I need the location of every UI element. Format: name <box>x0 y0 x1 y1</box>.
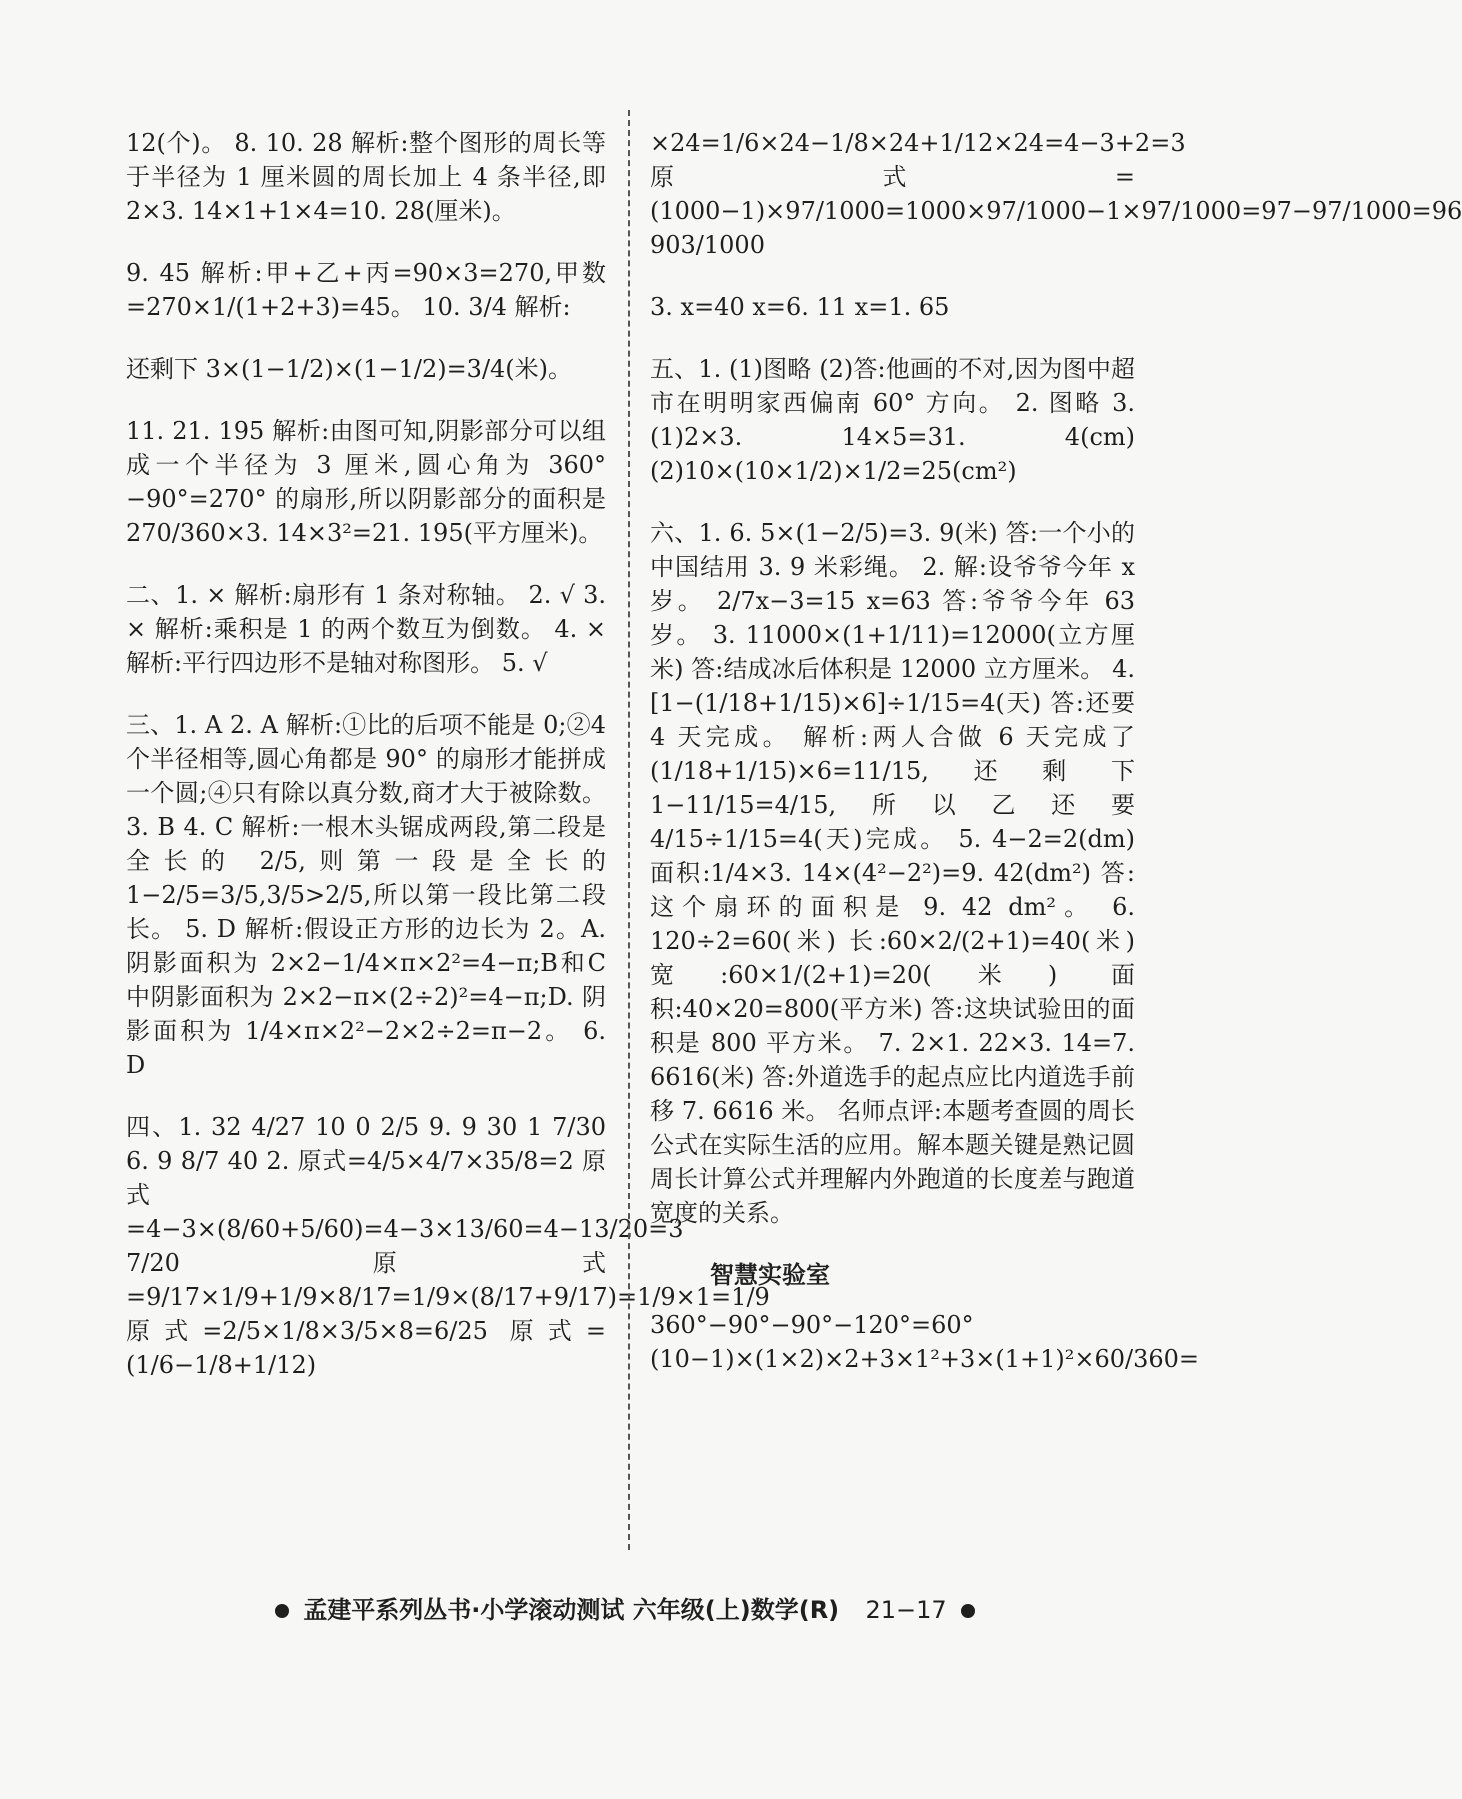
answer-block: 还剩下 3×(1−1/2)×(1−1/2)=3/4(米)。 <box>126 355 573 383</box>
answer-block: 六、1. 6. 5×(1−2/5)=3. 9(米) 答:一个小的中国结用 3. 9 米彩绳。 2. 解:设爷爷今年 x 岁。 2/7x−3=15 x=63 答:爷爷今年 63 岁。 3. 11000×(1+1/11)=12000(立方厘米) 答:结成冰后体积是 12000 立方厘米。 4. [1−(1/18+1/15)×6]÷1/15=4(天) 答:还要 4 天完成。 解析:两人合做 6 天完成了 (1/18+1/15)×6=11/15,还剩下 1−11/15=4/15,所以乙还要 4/15÷1/15=4(天)完成。 5. 4−2=2(dm) 面积:1/4×3. 14×(4²−2²)=9. 42(dm²) 答:这个扇环的面积是 9. 42 dm²。 6. 120÷2=60(米) 长:60×2/(2+1)=40(米) 宽:60×1/(2+1)=20(米) 面积:40×20=800(平方米) 答:这块试验田的面积是 800 平方米。 7. 2×1. 22×3. 14=7. 6616(米) 答:外道选手的起点应比内道选手前移 7. 6616 米。 名师点评:本题考查圆的周长公式在实际生活的应用。解本题关键是熟记圆周长计算公式并理解内外跑道的长度差与跑道宽度的关系。 <box>650 519 1135 1227</box>
bullet-icon <box>275 1604 289 1618</box>
series-title: 孟建平系列丛书·小学滚动测试 六年级(上)数学(R) <box>303 1596 840 1624</box>
lab-section-title: 智慧实验室 <box>710 1260 830 1289</box>
page-footer <box>0 1590 1250 1625</box>
answer-block: 四、1. 32 4/27 10 0 2/5 9. 9 30 1 7/30 6. 9 8/7 40 2. 原式=4/5×4/7×35/8=2 原式=4−3×(8/60+5/60)=4−3×13/60=4−13/20=3 7/20 原式=9/17×1/9+1/9×8/17=1/9×(8/17+9/17)=1/9×1=1/9 原式=2/5×1/8×3/5×8=6/25 原式=(1/6−1/8+1/12) <box>126 1113 770 1379</box>
page-number: 21−17 <box>865 1596 947 1624</box>
answer-block: 二、1. × 解析:扇形有 1 条对称轴。 2. √ 3. × 解析:乘积是 1 的两个数互为倒数。 4. × 解析:平行四边形不是轴对称图形。 5. √ <box>126 581 606 677</box>
answer-block: 11. 21. 195 解析:由图可知,阴影部分可以组成一个半径为 3 厘米,圆心角为 360°−90°=270° 的扇形,所以阴影部分的面积是 270/360×3. 14×3²=21. 195(平方厘米)。 <box>126 417 606 547</box>
lab-section-text: 360°−90°−90°−120°=60° (10−1)×(1×2)×2+3×1²+3×(1+1)²×60/360= <box>650 1311 1200 1373</box>
right-column <box>650 126 1462 1404</box>
answer-block: 12(个)。 8. 10. 28 解析:整个图形的周长等于半径为 1 厘米圆的周长加上 4 条半径,即 2×3. 14×1+1×4=10. 28(厘米)。 <box>126 129 606 225</box>
bullet-icon <box>961 1604 975 1618</box>
column-divider <box>628 110 630 1550</box>
answer-block: 3. x=40 x=6. 11 x=1. 65 <box>650 293 950 321</box>
answer-block: 三、1. A 2. A 解析:①比的后项不能是 0;②4 个半径相等,圆心角都是 90° 的扇形才能拼成一个圆;④只有除以真分数,商才大于被除数。 3. B 4. C 解析:一根木头锯成两段,第二段是全长的 2/5,则第一段是全长的 1−2/5=3/5,3/5>2/5,所以第一段比第二段长。 5. D 解析:假设正方形的边长为 2。A. 阴影面积为 2×2−1/4×π×2²=4−π;B和C中阴影面积为 2×2−π×(2÷2)²=4−π;D. 阴影面积为 1/4×π×2²−2×2÷2=π−2。 6. D <box>126 711 606 1079</box>
answer-block: 五、1. (1)图略 (2)答:他画的不对,因为图中超市在明明家西偏南 60° 方向。 2. 图略 3. (1)2×3. 14×5=31. 4(cm) (2)10×(10×1/2)×1/2=25(cm²) <box>650 355 1135 485</box>
answer-block: 9. 45 解析:甲+乙+丙=90×3=270,甲数=270×1/(1+2+3)=45。 10. 3/4 解析: <box>126 259 606 321</box>
answer-block: ×24=1/6×24−1/8×24+1/12×24=4−3+2=3 原式=(1000−1)×97/1000=1000×97/1000−1×97/1000=97−97/1000=96 903/1000 <box>650 129 1462 259</box>
